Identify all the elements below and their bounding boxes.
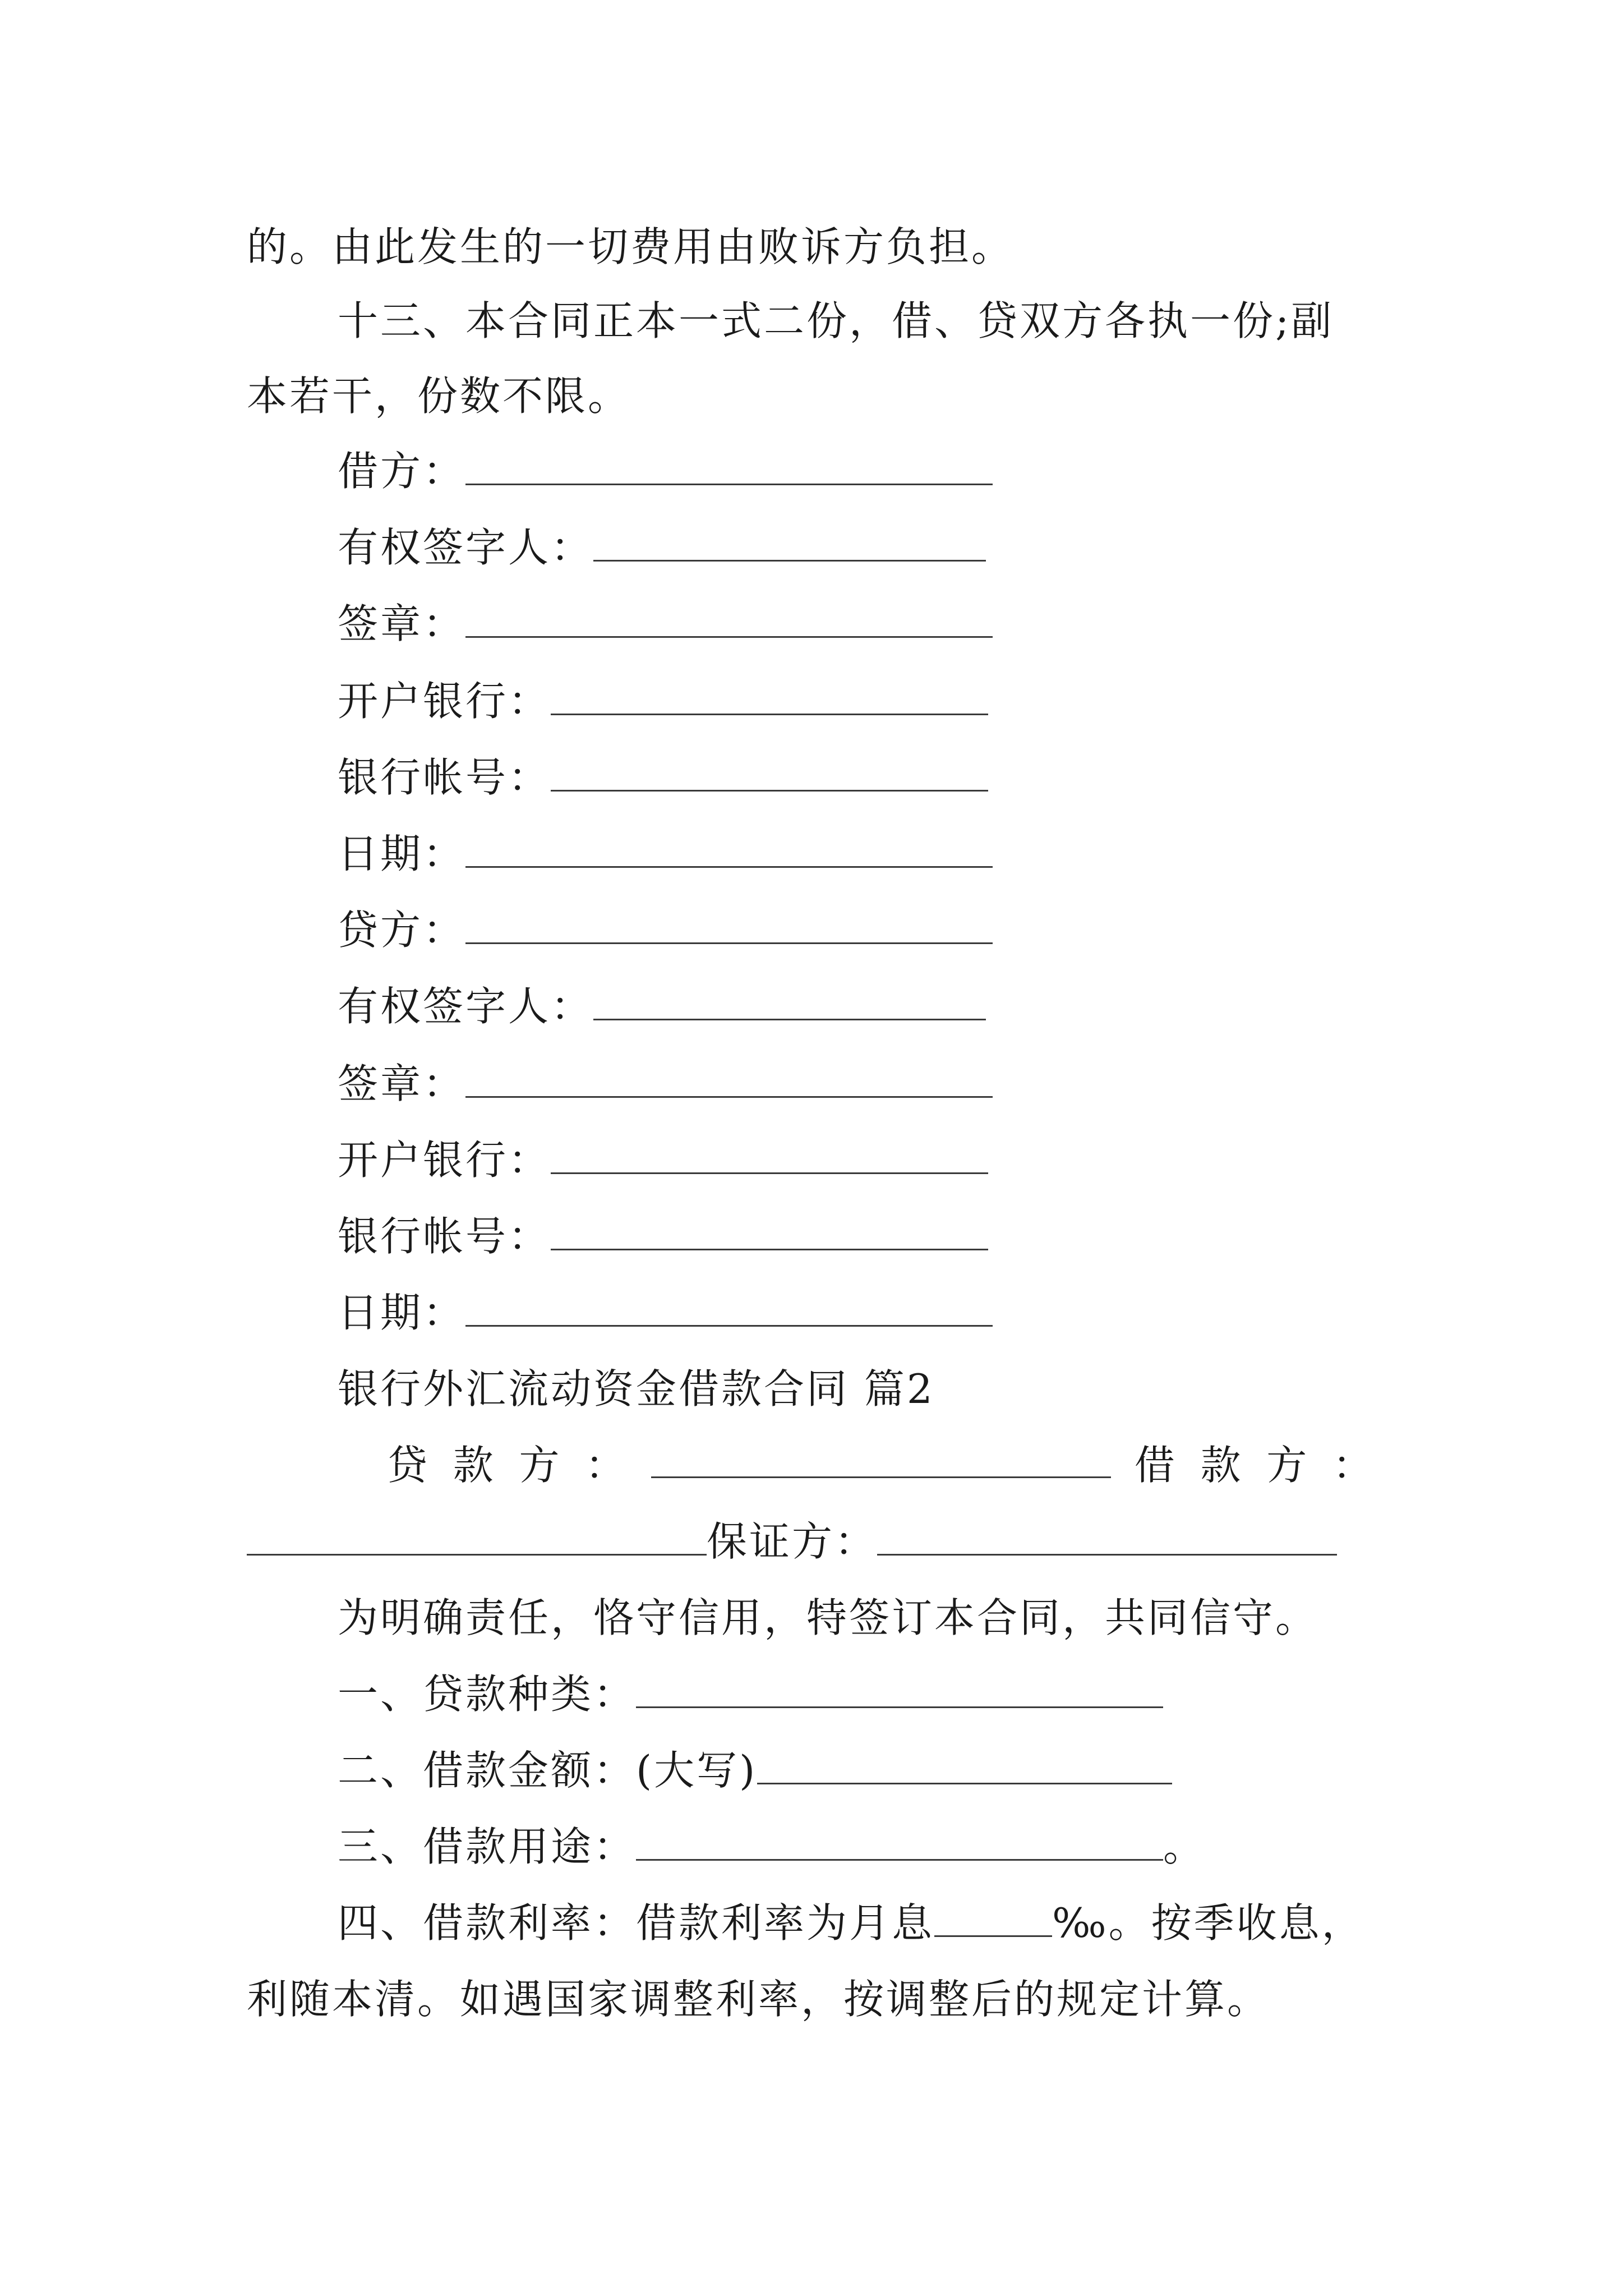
borrower-party-blank[interactable] <box>247 1509 707 1556</box>
paragraph-12-tail: 的。由此发生的一切费用由败诉方负担。 <box>247 223 1015 270</box>
lender-signatory-field <box>338 973 986 1040</box>
guarantor-label: 保证方： <box>707 1518 878 1565</box>
lender-account-label: 银行帐号： <box>338 1213 551 1260</box>
borrower-seal-field <box>338 590 993 657</box>
guarantor-blank[interactable] <box>877 1509 1337 1556</box>
lender-seal-label: 签章： <box>338 1060 466 1107</box>
paragraph-13-line2: 本若干，份数不限。 <box>247 372 631 420</box>
amount-blank[interactable] <box>757 1738 1172 1784</box>
parties-char: 方 <box>1266 1442 1310 1489</box>
lender-account-field <box>338 1203 988 1270</box>
item-4-rate <box>338 1889 1364 1957</box>
section-title: 银行外汇流动资金借款合同 篇2 <box>338 1365 935 1412</box>
borrower-seal-label: 签章： <box>338 600 466 647</box>
item-4-line2: 利随本清。如遇国家调整利率，按调整后的规定计算。 <box>247 1976 1270 2023</box>
borrower-label: 借方： <box>338 448 466 495</box>
item-4-part1: 四、借款利率：借款利率为月息 <box>338 1899 935 1947</box>
parties-char: 款 <box>453 1442 496 1489</box>
borrower-date-blank[interactable] <box>465 821 993 868</box>
parties-char: ： <box>585 1442 628 1489</box>
borrower-date-label: 日期： <box>338 830 466 877</box>
lender-bank-field <box>338 1126 988 1194</box>
borrower-field <box>338 438 993 505</box>
lender-date-label: 日期： <box>338 1289 466 1336</box>
borrower-date-field <box>338 820 993 887</box>
borrower-signatory-label: 有权签字人： <box>338 524 594 571</box>
borrower-bank-field <box>338 668 988 735</box>
borrower-signatory-field <box>338 514 986 581</box>
item-1-label: 一、贷款种类： <box>338 1671 637 1718</box>
borrower-account-field <box>338 744 988 811</box>
lender-label: 贷方： <box>338 907 466 954</box>
preamble: 为明确责任，恪守信用，特签订本合同，共同信守。 <box>338 1594 1318 1641</box>
parties-char: 贷 <box>387 1442 430 1489</box>
purpose-blank[interactable] <box>636 1814 1163 1861</box>
item-3-purpose <box>338 1813 1206 1880</box>
paragraph-13-line1: 十三、本合同正本一式二份，借、贷双方各执一份;副 <box>338 297 1334 344</box>
borrower-bank-label: 开户银行： <box>338 678 551 725</box>
item-3-label: 三、借款用途： <box>338 1823 637 1870</box>
rate-blank[interactable] <box>934 1890 1052 1937</box>
item-4-part2: ‰。按季收息， <box>1052 1899 1364 1947</box>
borrower-blank[interactable] <box>465 439 993 485</box>
guarantor-line <box>247 1508 1337 1575</box>
item-2-label: 二、借款金额：(大写) <box>338 1747 758 1794</box>
parties-char: 方 <box>519 1442 562 1489</box>
borrower-account-blank[interactable] <box>551 745 988 792</box>
parties-char: 借 <box>1134 1442 1177 1489</box>
lender-bank-label: 开户银行： <box>338 1137 551 1184</box>
lender-account-blank[interactable] <box>551 1204 988 1250</box>
lender-seal-field <box>338 1050 993 1117</box>
parties-line <box>387 1432 1375 1499</box>
lender-date-field <box>338 1279 993 1346</box>
item-3-end: 。 <box>1163 1823 1206 1870</box>
lender-bank-blank[interactable] <box>551 1128 988 1174</box>
borrower-account-label: 银行帐号： <box>338 754 551 801</box>
lender-date-blank[interactable] <box>465 1280 993 1327</box>
borrower-bank-blank[interactable] <box>551 669 988 715</box>
lender-signatory-blank[interactable] <box>593 974 986 1020</box>
item-2-amount <box>338 1737 1172 1804</box>
parties-char: 款 <box>1200 1442 1243 1489</box>
loan-type-blank[interactable] <box>636 1662 1163 1708</box>
lender-blank[interactable] <box>465 898 993 944</box>
item-1-loan-type <box>338 1660 1163 1728</box>
borrower-seal-blank[interactable] <box>465 591 993 638</box>
lender-party-blank[interactable] <box>651 1432 1111 1478</box>
lender-signatory-label: 有权签字人： <box>338 983 594 1030</box>
lender-seal-blank[interactable] <box>465 1051 993 1098</box>
lender-field <box>338 896 993 964</box>
parties-char: ： <box>1332 1442 1375 1489</box>
borrower-signatory-blank[interactable] <box>593 515 986 562</box>
